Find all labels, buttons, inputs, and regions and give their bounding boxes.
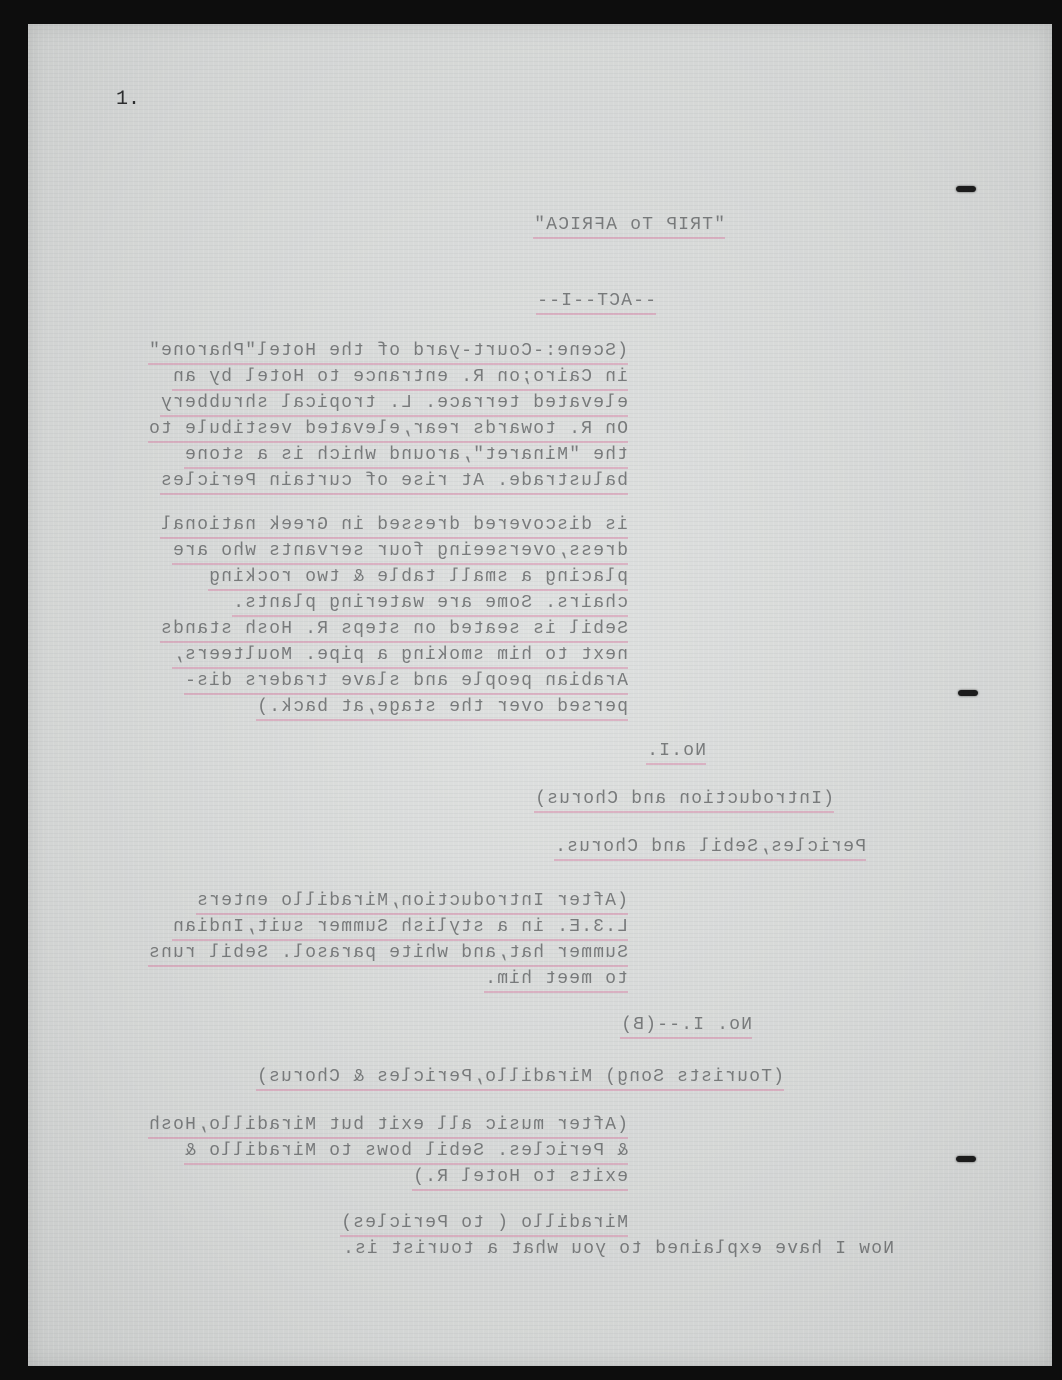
act-heading: --ACT--I--: [536, 290, 656, 315]
page-number: 1.: [116, 88, 141, 111]
stage-direction-line: Summer hat,and white parasol. Sebil runs: [148, 942, 628, 967]
number-cast: Pericles,Sebil and Chorus.: [554, 836, 866, 861]
number-title: (Tourists Song) Miradillo,Pericles & Chorus): [256, 1066, 784, 1091]
scene-line: in Cairo;on R. entrance to Hotel by an: [172, 366, 628, 391]
scene-line: balustrade. At rise of curtain Pericles: [160, 470, 628, 495]
scene-line: placing a small table & two rocking: [208, 566, 628, 591]
stage-direction-line: (After music all exit but Miradillo,Hosh: [148, 1114, 628, 1139]
punch-hole: [956, 1156, 976, 1162]
scene-line: (Scene:-Court-yard of the Hotel"Pharone": [148, 340, 628, 365]
number-heading: No. I.--(B): [620, 1014, 752, 1039]
scene-line: On R. towards rear,elevated vestibule to: [148, 418, 628, 443]
scene-line: the "Minaret",around which is a stone: [184, 444, 628, 469]
stage-direction-line: exits to Hotel R.): [412, 1166, 628, 1191]
play-title: "TRIP To AFRICA": [533, 214, 725, 239]
bleed-through-text: [28, 24, 1052, 1366]
stage-direction-line: L.3.E. in a stylish Summer suit,Indian: [172, 916, 628, 941]
scene-line: Arabian people and slave traders dis-: [184, 670, 628, 695]
scene-line: next to him smoking a pipe. Moulteers,: [172, 644, 628, 669]
stage-direction-line: (After Introduction,Miradillo enters: [196, 890, 628, 915]
scene-line: is discovered dressed in Greek national: [160, 514, 628, 539]
typescript-page: [28, 24, 1052, 1366]
dialogue-line: Now I have explained to you what a tourist is.: [341, 1239, 894, 1259]
speaker-name: Miradillo ( to Pericles): [340, 1212, 628, 1237]
scene-line: dress,overseeing four servants who are: [172, 540, 628, 565]
punch-hole: [958, 690, 978, 696]
number-title: (Introduction and Chorus): [534, 788, 834, 813]
scene-line: elevated terrace. L. tropical shrubbery: [160, 392, 628, 417]
scene-line: persed over the stage,at back.): [256, 696, 628, 721]
stage-direction-line: to meet him.: [484, 968, 628, 993]
scene-line: Sebil is seated on steps R. Hosh stands: [160, 618, 628, 643]
number-heading: No.I.: [646, 740, 706, 765]
scene-line: chairs. Some are watering plants.: [232, 592, 628, 617]
punch-hole: [956, 186, 976, 192]
stage-direction-line: & Pericles. Sebil bows to Miradillo &: [184, 1140, 628, 1165]
